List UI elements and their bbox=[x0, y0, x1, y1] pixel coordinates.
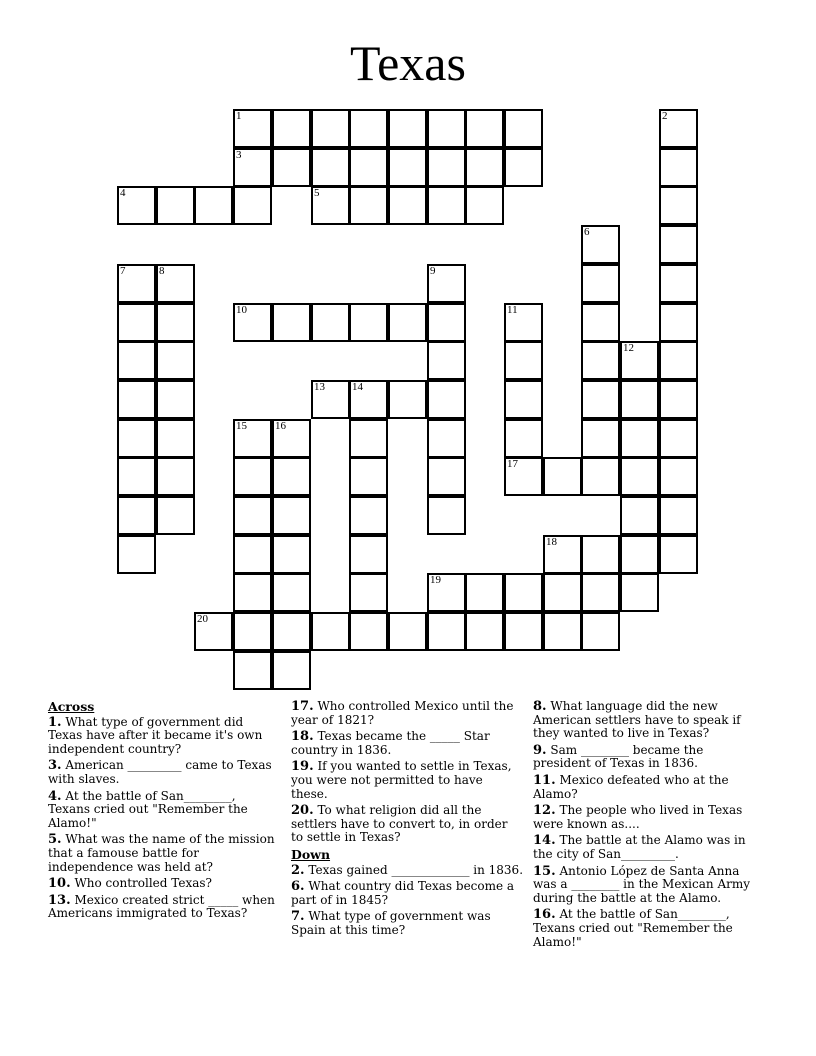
crossword-cell[interactable] bbox=[543, 612, 582, 651]
crossword-cell[interactable] bbox=[465, 186, 504, 225]
crossword-cell[interactable] bbox=[581, 419, 620, 458]
clue-item-text: Mexico created strict _____ when Americans immigrated to Texas? bbox=[48, 892, 275, 921]
crossword-cell[interactable] bbox=[233, 651, 272, 690]
crossword-cell[interactable] bbox=[233, 612, 272, 651]
crossword-cell[interactable] bbox=[388, 148, 427, 187]
clue-item-text: Texas became the _____ Star country in 1836. bbox=[291, 729, 490, 757]
clue-number: 11 bbox=[507, 304, 518, 316]
crossword-cell[interactable] bbox=[620, 573, 659, 612]
crossword-cell[interactable] bbox=[581, 457, 620, 496]
crossword-cell[interactable] bbox=[427, 264, 466, 303]
crossword-cell[interactable] bbox=[117, 264, 156, 303]
crossword-cell[interactable] bbox=[504, 109, 543, 148]
clue-item bbox=[48, 759, 280, 786]
clue-item bbox=[533, 908, 765, 949]
crossword-cell[interactable] bbox=[427, 573, 466, 612]
crossword-cell[interactable] bbox=[388, 612, 427, 651]
clue-item-text: American _________ came to Texas with slaves. bbox=[48, 758, 272, 786]
crossword-cell[interactable] bbox=[659, 303, 698, 342]
crossword-cell[interactable] bbox=[427, 419, 466, 458]
clue-column-2 bbox=[291, 700, 523, 941]
crossword-cell[interactable] bbox=[117, 341, 156, 380]
crossword-cell[interactable] bbox=[156, 341, 195, 380]
clue-item-number: 1. bbox=[48, 714, 62, 730]
crossword-cell[interactable] bbox=[659, 457, 698, 496]
clue-number: 13 bbox=[314, 381, 325, 393]
crossword-cell[interactable] bbox=[156, 303, 195, 342]
crossword-cell[interactable] bbox=[156, 496, 195, 535]
crossword-cell[interactable] bbox=[620, 496, 659, 535]
clue-item bbox=[533, 700, 765, 741]
clue-number: 10 bbox=[236, 304, 247, 316]
crossword-cell[interactable] bbox=[233, 457, 272, 496]
clue-item-number: 14. bbox=[533, 833, 556, 849]
crossword-cell[interactable] bbox=[388, 109, 427, 148]
crossword-cell[interactable] bbox=[117, 535, 156, 574]
crossword-cell[interactable] bbox=[194, 186, 233, 225]
clue-number: 9 bbox=[430, 265, 436, 277]
clue-item-text: The battle at the Alamo was in the city of San_________. bbox=[533, 833, 746, 861]
crossword-cell[interactable] bbox=[465, 573, 504, 612]
crossword-cell[interactable] bbox=[388, 380, 427, 419]
crossword-cell[interactable] bbox=[620, 535, 659, 574]
crossword-cell[interactable] bbox=[233, 148, 272, 187]
clue-item bbox=[48, 833, 280, 874]
crossword-cell[interactable] bbox=[543, 457, 582, 496]
crossword-cell[interactable] bbox=[156, 457, 195, 496]
crossword-cell[interactable] bbox=[194, 612, 233, 651]
clue-item bbox=[291, 700, 523, 727]
clue-item-text: Who controlled Texas? bbox=[70, 876, 212, 891]
crossword-cell[interactable] bbox=[156, 186, 195, 225]
crossword-cell[interactable] bbox=[581, 341, 620, 380]
crossword-cell[interactable] bbox=[659, 109, 698, 148]
page-title: Texas bbox=[350, 35, 466, 91]
crossword-cell[interactable] bbox=[233, 573, 272, 612]
crossword-cell[interactable] bbox=[349, 496, 388, 535]
crossword-cell[interactable] bbox=[427, 380, 466, 419]
clue-number: 20 bbox=[197, 613, 208, 625]
crossword-cell[interactable] bbox=[272, 573, 311, 612]
crossword-cell[interactable] bbox=[504, 303, 543, 342]
crossword-cell[interactable] bbox=[117, 457, 156, 496]
crossword-cell[interactable] bbox=[504, 573, 543, 612]
crossword-cell[interactable] bbox=[272, 535, 311, 574]
crossword-cell[interactable] bbox=[504, 148, 543, 187]
crossword-cell[interactable] bbox=[388, 303, 427, 342]
clue-item-number: 3. bbox=[48, 758, 62, 774]
crossword-cell[interactable] bbox=[504, 419, 543, 458]
crossword-cell[interactable] bbox=[427, 457, 466, 496]
crossword-cell[interactable] bbox=[427, 341, 466, 380]
crossword-cell[interactable] bbox=[272, 496, 311, 535]
clue-item-text: What type of government did Texas have after it became it's own independent country? bbox=[48, 714, 263, 756]
crossword-cell[interactable] bbox=[620, 457, 659, 496]
crossword-cell[interactable] bbox=[581, 535, 620, 574]
crossword-cell[interactable] bbox=[427, 186, 466, 225]
crossword-cell[interactable] bbox=[659, 264, 698, 303]
clue-item-text: At the battle of San________, Texans cried out "Remember the Alamo!" bbox=[48, 788, 248, 830]
clue-item-text: What was the name of the mission that a famouse battle for independence was held at? bbox=[48, 832, 275, 874]
clue-item-text: Antonio López de Santa Anna was a ________ in the Mexican Army during the battle at the Alamo. bbox=[533, 863, 751, 905]
crossword-cell[interactable] bbox=[233, 419, 272, 458]
clue-number: 14 bbox=[352, 381, 363, 393]
crossword-cell[interactable] bbox=[156, 380, 195, 419]
crossword-cell[interactable] bbox=[427, 612, 466, 651]
clue-column-1 bbox=[48, 700, 280, 924]
clue-item-text: Who controlled Mexico until the year of 1821? bbox=[291, 699, 514, 727]
clue-item bbox=[48, 716, 280, 757]
clue-number: 1 bbox=[236, 110, 242, 122]
crossword-cell[interactable] bbox=[659, 419, 698, 458]
crossword-cell[interactable] bbox=[620, 419, 659, 458]
crossword-cell[interactable] bbox=[659, 225, 698, 264]
clue-item-number: 4. bbox=[48, 788, 62, 804]
clue-item bbox=[533, 834, 765, 861]
clue-item-number: 11. bbox=[533, 772, 556, 788]
crossword-cell[interactable] bbox=[311, 612, 350, 651]
clue-item-text: Sam ________ became the president of Texas in 1836. bbox=[533, 742, 704, 771]
crossword-cell[interactable] bbox=[581, 225, 620, 264]
crossword-cell[interactable] bbox=[388, 186, 427, 225]
clue-item-number: 18. bbox=[291, 729, 314, 745]
crossword-cell[interactable] bbox=[117, 186, 156, 225]
crossword-cell[interactable] bbox=[311, 303, 350, 342]
clue-item-text: Texas gained _____________ in 1836. bbox=[304, 862, 524, 877]
crossword-cell[interactable] bbox=[504, 341, 543, 380]
clue-item-number: 6. bbox=[291, 879, 305, 895]
clue-item-number: 8. bbox=[533, 699, 547, 714]
clue-item bbox=[48, 877, 280, 891]
crossword-cell[interactable] bbox=[581, 264, 620, 303]
clue-number: 5 bbox=[314, 187, 320, 199]
clue-item-text: What language did the new American settlers have to speak if they wanted to live in Texas? bbox=[533, 699, 741, 741]
clue-item bbox=[533, 865, 765, 906]
clue-item-number: 19. bbox=[291, 759, 314, 775]
crossword-cell[interactable] bbox=[659, 535, 698, 574]
clue-item bbox=[533, 804, 765, 831]
clue-number: 2 bbox=[662, 110, 668, 122]
clue-number: 18 bbox=[546, 536, 557, 548]
crossword-cell[interactable] bbox=[349, 380, 388, 419]
crossword-cell[interactable] bbox=[156, 419, 195, 458]
crossword-cell[interactable] bbox=[427, 303, 466, 342]
clue-number: 19 bbox=[430, 574, 441, 586]
clue-number: 7 bbox=[120, 265, 126, 277]
crossword-cell[interactable] bbox=[659, 341, 698, 380]
crossword-cell[interactable] bbox=[581, 303, 620, 342]
across-heading: Across bbox=[48, 699, 95, 714]
clue-item bbox=[291, 880, 523, 907]
crossword-cell[interactable] bbox=[117, 303, 156, 342]
crossword-cell[interactable] bbox=[581, 612, 620, 651]
crossword-cell[interactable] bbox=[427, 496, 466, 535]
crossword-cell[interactable] bbox=[233, 496, 272, 535]
clue-item bbox=[291, 804, 523, 845]
crossword-cell[interactable] bbox=[543, 535, 582, 574]
crossword-cell[interactable] bbox=[659, 380, 698, 419]
clue-item-number: 16. bbox=[533, 907, 556, 923]
crossword-cell[interactable] bbox=[349, 573, 388, 612]
crossword-cell[interactable] bbox=[156, 264, 195, 303]
clue-column-3 bbox=[533, 700, 765, 952]
crossword-cell[interactable] bbox=[659, 186, 698, 225]
crossword-cell[interactable] bbox=[465, 148, 504, 187]
crossword-cell[interactable] bbox=[427, 148, 466, 187]
clue-item bbox=[291, 730, 523, 757]
crossword-cell[interactable] bbox=[349, 535, 388, 574]
crossword-cell[interactable] bbox=[117, 419, 156, 458]
clue-item bbox=[48, 790, 280, 831]
clue-item bbox=[291, 910, 523, 937]
crossword-cell[interactable] bbox=[543, 573, 582, 612]
crossword-cell[interactable] bbox=[465, 612, 504, 651]
crossword-cell[interactable] bbox=[504, 612, 543, 651]
crossword-cell[interactable] bbox=[272, 457, 311, 496]
clue-item bbox=[291, 864, 523, 878]
crossword-cell[interactable] bbox=[272, 303, 311, 342]
clue-item-number: 9. bbox=[533, 742, 547, 758]
clue-item-number: 7. bbox=[291, 909, 305, 925]
crossword-cell[interactable] bbox=[504, 457, 543, 496]
clue-number: 17 bbox=[507, 458, 518, 470]
crossword-cell[interactable] bbox=[117, 496, 156, 535]
clue-item-text: If you wanted to settle in Texas, you were not permitted to have these. bbox=[291, 759, 512, 801]
clue-item-text: The people who lived in Texas were known as.... bbox=[533, 803, 743, 831]
clue-item bbox=[533, 774, 765, 801]
crossword-cell[interactable] bbox=[504, 380, 543, 419]
clue-number: 4 bbox=[120, 187, 126, 199]
crossword-cell[interactable] bbox=[620, 341, 659, 380]
crossword-cell[interactable] bbox=[427, 109, 466, 148]
crossword-cell[interactable] bbox=[349, 419, 388, 458]
crossword-cell[interactable] bbox=[272, 109, 311, 148]
clue-item-text: What type of government was Spain at this time? bbox=[291, 909, 491, 937]
crossword-cell[interactable] bbox=[272, 612, 311, 651]
clue-number: 15 bbox=[236, 420, 247, 432]
clue-number: 8 bbox=[159, 265, 165, 277]
clue-item bbox=[291, 760, 523, 801]
crossword-cell[interactable] bbox=[659, 496, 698, 535]
crossword-cell[interactable] bbox=[311, 380, 350, 419]
crossword-cell[interactable] bbox=[659, 148, 698, 187]
crossword-cell[interactable] bbox=[311, 148, 350, 187]
clue-number: 6 bbox=[584, 226, 590, 238]
crossword-cell[interactable] bbox=[117, 380, 156, 419]
crossword-cell[interactable] bbox=[581, 380, 620, 419]
clue-item bbox=[48, 894, 280, 921]
crossword-cell[interactable] bbox=[311, 109, 350, 148]
crossword-cell[interactable] bbox=[272, 148, 311, 187]
clue-item-number: 15. bbox=[533, 863, 556, 879]
crossword-cell[interactable] bbox=[581, 573, 620, 612]
clue-item-text: To what religion did all the settlers have to convert to, in order to settle in Texas? bbox=[291, 803, 508, 845]
clue-item bbox=[533, 744, 765, 771]
clue-number: 12 bbox=[623, 342, 634, 354]
down-heading: Down bbox=[291, 846, 331, 862]
crossword-cell[interactable] bbox=[349, 612, 388, 651]
clue-item-number: 5. bbox=[48, 832, 62, 848]
crossword-cell[interactable] bbox=[465, 109, 504, 148]
crossword-cell[interactable] bbox=[272, 651, 311, 690]
crossword-cell[interactable] bbox=[349, 109, 388, 148]
crossword-cell[interactable] bbox=[349, 148, 388, 187]
crossword-cell[interactable] bbox=[620, 380, 659, 419]
clue-item-number: 17. bbox=[291, 699, 314, 714]
crossword-cell[interactable] bbox=[233, 186, 272, 225]
crossword-cell[interactable] bbox=[311, 186, 350, 225]
clue-item-number: 10. bbox=[48, 876, 71, 892]
clue-item-text: At the battle of San________, Texans cried out "Remember the Alamo!" bbox=[533, 907, 733, 949]
crossword-cell[interactable] bbox=[349, 457, 388, 496]
clue-number: 16 bbox=[275, 420, 286, 432]
clue-item-number: 13. bbox=[48, 892, 71, 908]
crossword-cell[interactable] bbox=[233, 535, 272, 574]
clue-item-text: Mexico defeated who at the Alamo? bbox=[533, 772, 729, 801]
crossword-cell[interactable] bbox=[233, 303, 272, 342]
crossword-cell[interactable] bbox=[349, 186, 388, 225]
clue-number: 3 bbox=[236, 149, 242, 161]
clue-item-number: 12. bbox=[533, 803, 556, 819]
clue-item-text: What country did Texas become a part of in 1845? bbox=[291, 879, 515, 907]
clue-item-number: 2. bbox=[291, 862, 305, 878]
clue-item-number: 20. bbox=[291, 803, 314, 819]
crossword-cell[interactable] bbox=[349, 303, 388, 342]
crossword-cell[interactable] bbox=[272, 419, 311, 458]
crossword-cell[interactable] bbox=[233, 109, 272, 148]
